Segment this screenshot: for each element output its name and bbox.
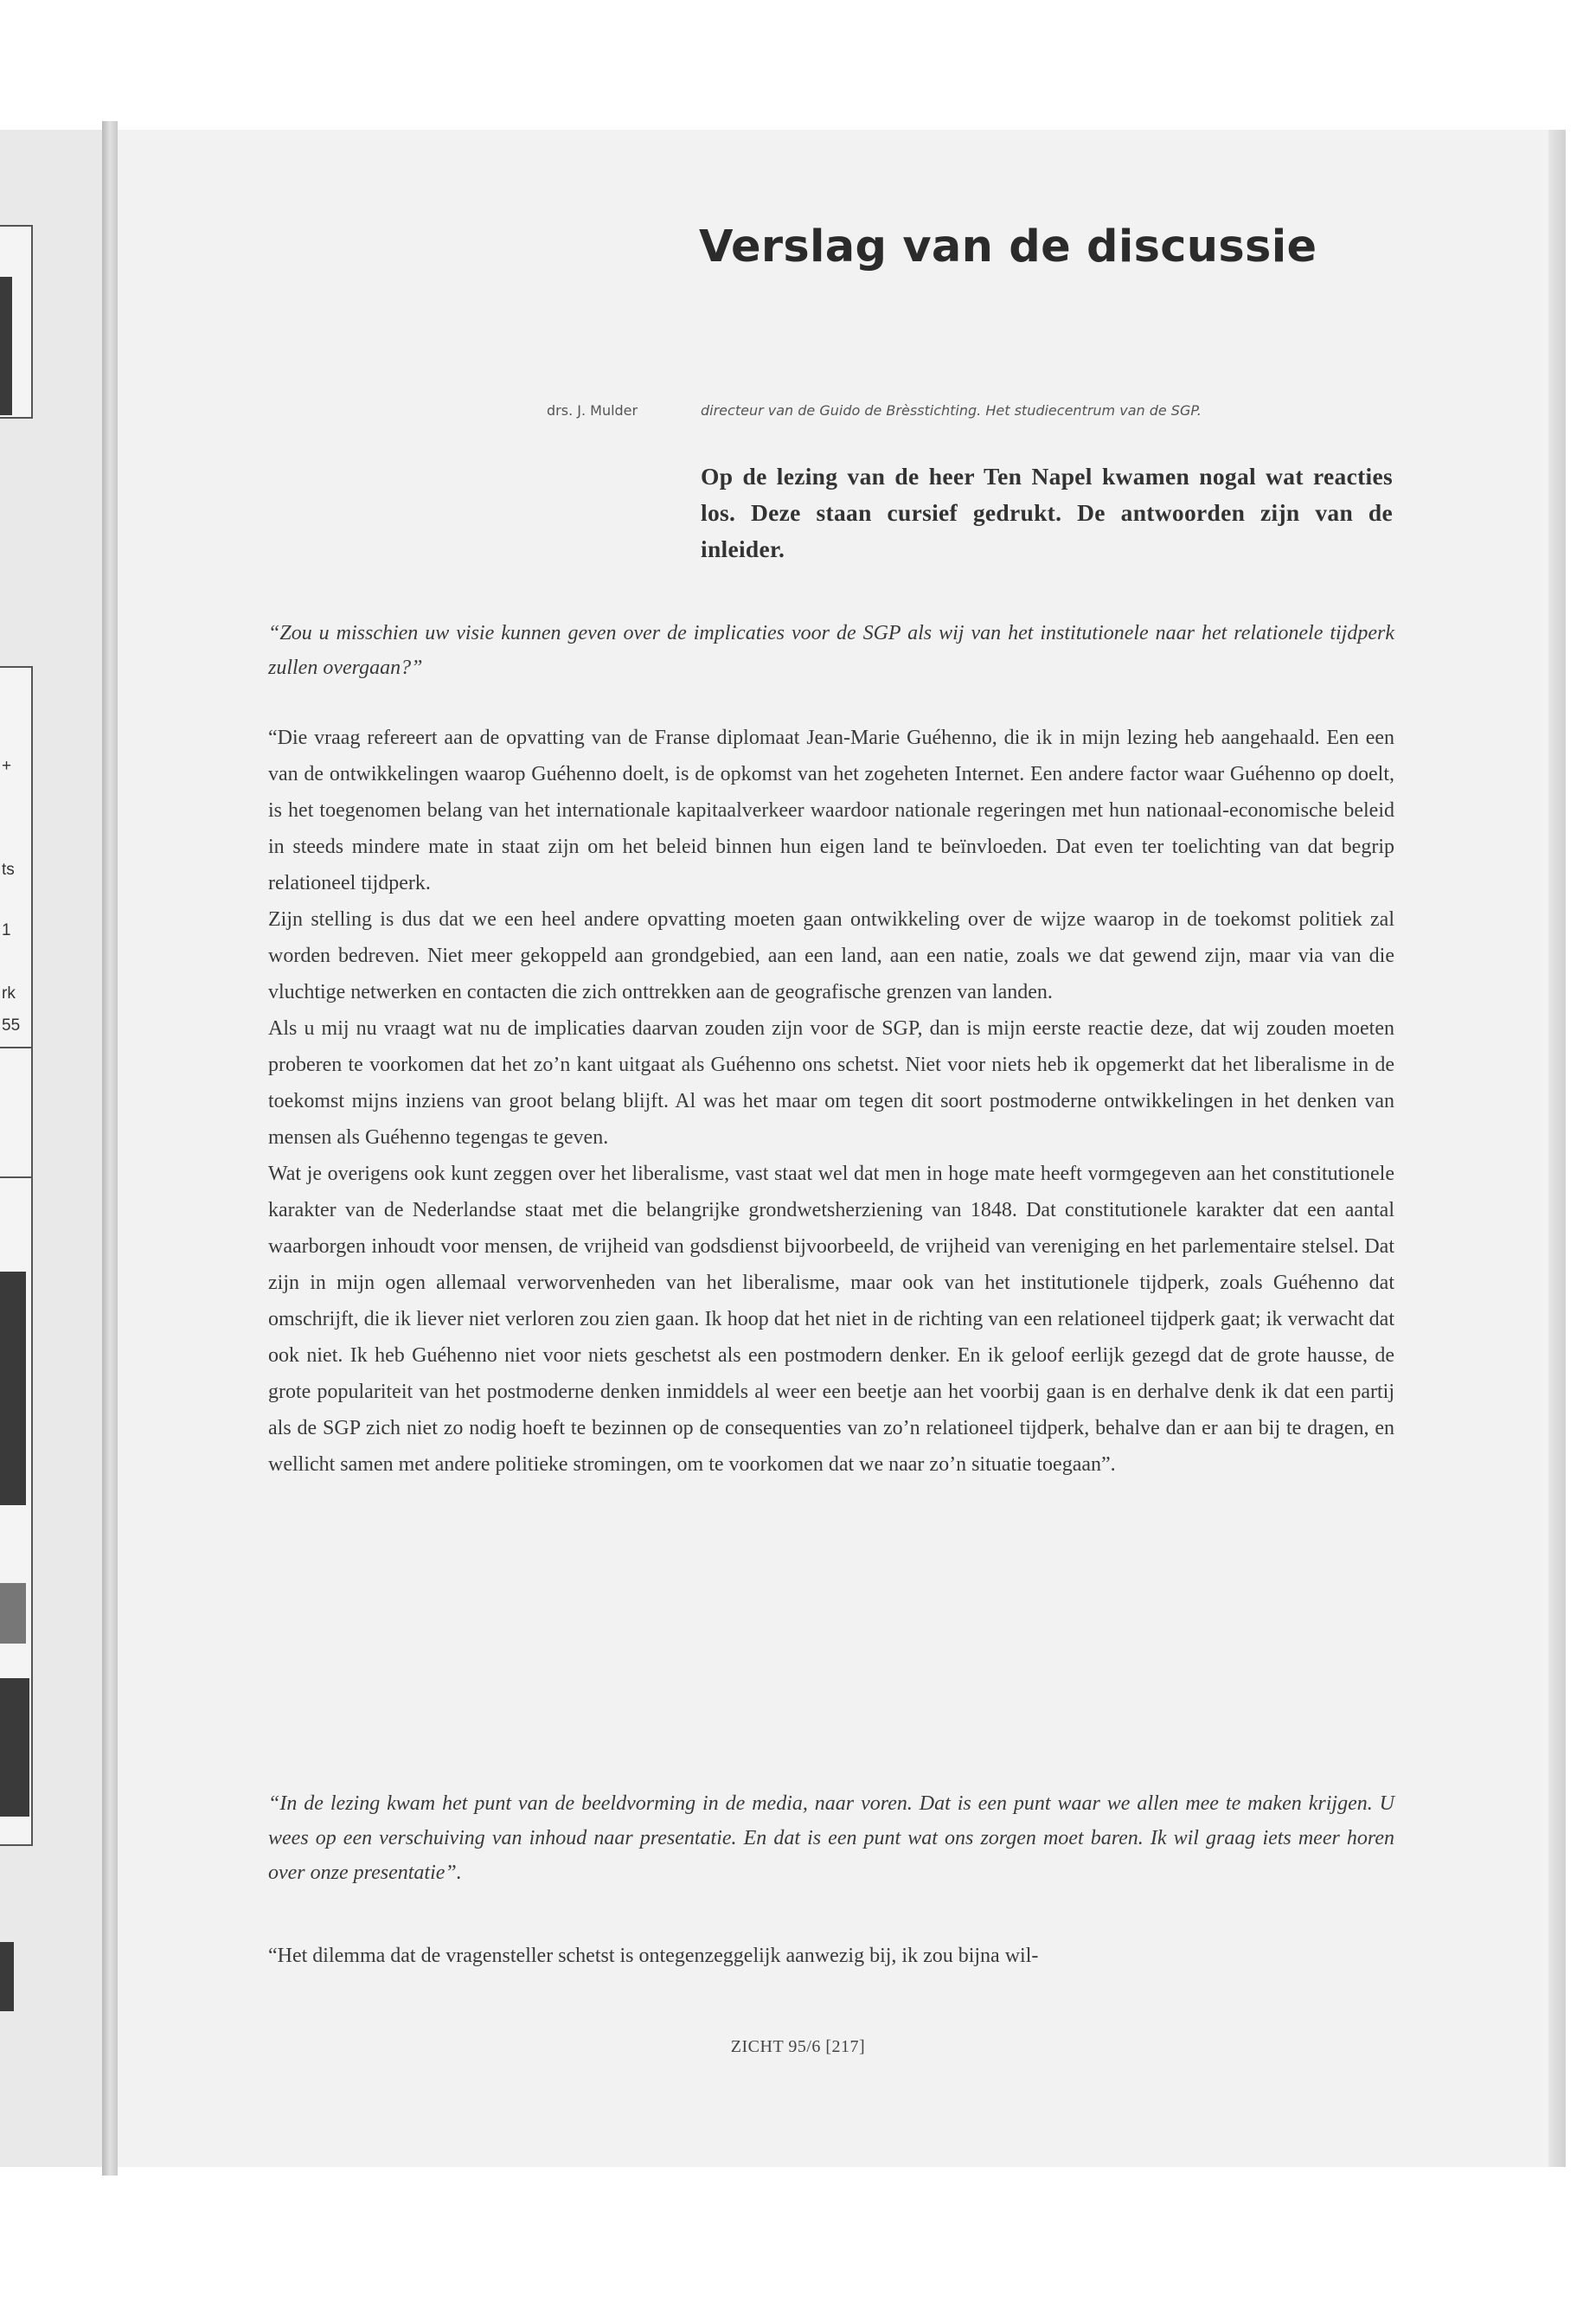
page-footer: ZICHT 95/6 [217] [730, 2037, 866, 2056]
facing-page-symbol: + [2, 757, 12, 775]
answer-1-paragraph: Wat je overigens ook kunt zeggen over het liberalisme, vast staat wel dat men in hoge mate heeft vormgegeven aan het constitutionele karakter van de Nederlandse staat met die belangrijke grondwetsherziening van 1848. Dat constitutionele karakter dat een aantal waarborgen inhoudt voor mensen, de vrijheid van godsdienst bijvoorbeeld, de vrijheid van vereniging en het parlementaire stelsel. Dat zijn in mijn ogen allemaal verworvenheden van het liberalisme, maar ook van het institutionele tijdperk, zoals Guéhenno dat omschrijft, die ik liever niet verloren zou zien gaan. Ik hoop dat het niet in de richting van een relationeel tijdperk gaat; ik verwacht dat ook niet. Ik heb Guéhenno niet voor niets geschetst als een postmodern denker. En ik geloof eerlijk gezegd dat de grote hausse, de grote populariteit van het postmoderne denken inmiddels al weer een beetje aan het voorbij gaan is en derhalve denk ik dat een partij als de SGP zich niet zo nodig hoeft te bezinnen op de consequenties van zo’n relationeel tijdperk, behalve dan er aan bij te dragen, en wellicht samen met andere politieke stromingen, om te voorkomen dat we naar zo’n situatie toegaan”. [268, 1163, 1394, 1476]
answer-1-paragraph: Als u mij nu vraagt wat nu de implicaties daarvan zouden zijn voor de SGP, dan is mijn eerste reactie deze, dat wij zouden moeten proberen te voorkomen dat het zo’n kant uitgaat als Guéhenno ons schetst. Niet voor niets heb ik opgemerkt dat het liberalisme in de toekomst mijns inziens van groot belang blijft. Al was het maar om tegen dit soort postmoderne ontwikkelingen in het denken van mensen als Guéhenno tegengas te geven. [268, 1017, 1394, 1149]
facing-page-photo [0, 1272, 26, 1505]
author-name: drs. J. Mulder [547, 402, 638, 419]
answer-1-paragraph: “Die vraag refereert aan de opvatting van de Franse diplomaat Jean-Marie Guéhenno, die ik in mijn lezing heb aangehaald. Een een van de ontwikkelingen waarop Guéhenno doelt, is de opkomst van het zogeheten Internet. Een andere factor waar Guéhenno op doelt, is het toegenomen belang van het internationale kapitaalverkeer waardoor nationale regeringen met hun nationaal-economische beleid in steeds mindere mate in staat zijn om het beleid binnen hun eigen land te beïnvloeden. Dat even ter toelichting van dat begrip relationeel tijdperk. [268, 727, 1394, 894]
facing-page [0, 130, 103, 2167]
answer-1-paragraph: Zijn stelling is dus dat we een heel andere opvatting moeten gaan ontwikkeling over de wijze waarop in de toekomst politiek zal worden bedreven. Niet meer gekoppeld aan grondgebied, aan een land, aan een natie, zoals we dat gewend zijn, maar via van die vluchtige netwerken en contacten die zich onttrekken aan de geografische grenzen van landen. [268, 908, 1394, 1003]
facing-page-fragment: 55 [2, 1016, 21, 1035]
article-title: Verslag van de discussie [699, 221, 1317, 272]
author-role: directeur van de Guido de Brèsstichting. Het studiecentrum van de SGP. [701, 402, 1202, 419]
facing-page-fragment: 1 [2, 921, 11, 939]
question-1: “Zou u misschien uw visie kunnen geven over de implicaties voor de SGP als wij van het institutionele naar het relationele tijdperk zullen overgaan?” [268, 622, 1394, 679]
facing-page-photo [0, 1678, 29, 1817]
facing-page-fragment: rk [2, 984, 16, 1003]
question-2: “In de lezing kwam het punt van de beeldvorming in de media, naar voren. Dat is een punt waar we allen mee te maken krijgen. U wees op een verschuiving van inhoud naar presentatie. En dat is een punt wat ons zorgen moet baren. Ik wil graag iets meer horen over onze presentatie”. [268, 1792, 1394, 1884]
article-intro: Op de lezing van de heer Ten Napel kwamen nogal wat reacties los. Deze staan cursief gedrukt. De antwoorden zijn van de inleider. [701, 463, 1393, 562]
answer-1 [268, 720, 1394, 1483]
facing-page-graphic [0, 1942, 14, 2011]
facing-page-graphic [0, 277, 12, 415]
answer-2-start: “Het dilemma dat de vragensteller schetst is ontegenzeggelijk aanwezig bij, ik zou bijna wil- [268, 1945, 1039, 1967]
page-edge [1548, 130, 1566, 2167]
facing-page-photo [0, 1583, 26, 1644]
book-spine [102, 121, 118, 2176]
facing-page-fragment: ts [2, 861, 15, 879]
